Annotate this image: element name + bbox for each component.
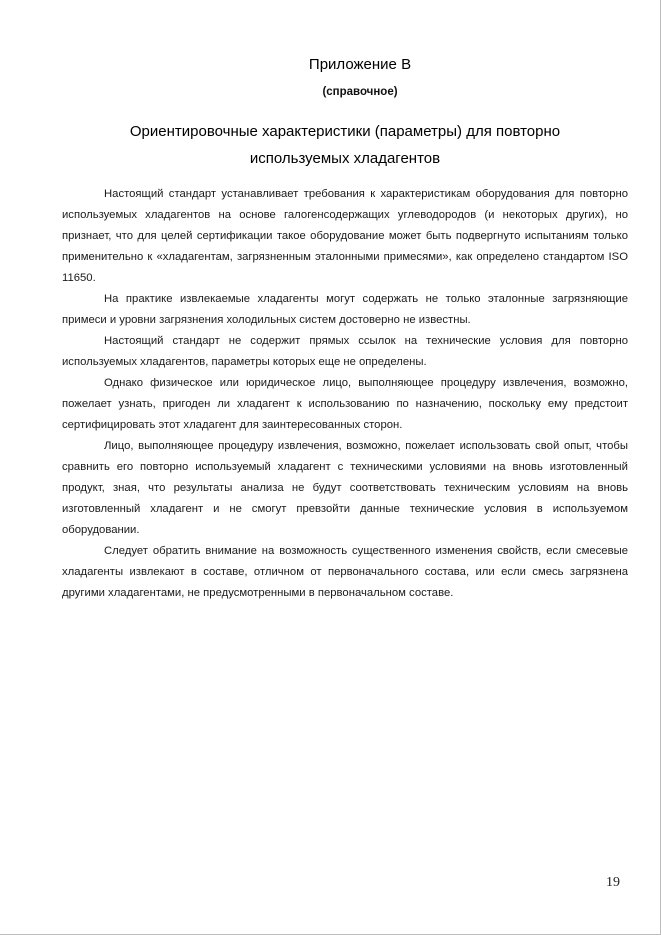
paragraph: Настоящий стандарт не содержит прямых ссылок на технические условия для повторно используемых хладагентов, параметры которых еще не определены. [62,335,628,368]
paragraph: Однако физическое или юридическое лицо, выполняющее процедуру извлечения, возможно, пожелает узнать, пригоден ли хладагент к использованию по назначению, поскольку ему предстоит сертифицировать этот хладагент для заинтересованных сторон. [62,377,628,431]
annex-title: Приложение В [308,56,412,73]
annex-kind: (справочное) [322,86,398,98]
paragraph: Настоящий стандарт устанавливает требования к характеристикам оборудования для повторно используемых хладагентов на основе галогенсодержащих углеводородов (и некоторых других), но признает, что для целей сертификации такое оборудование может быть подвергнуто испытаниям только применительно к «хладагентам, загрязненным эталонными примесями», как определено стандартом ISO 11650. [62,188,628,284]
paragraph: Следует обратить внимание на возможность существенного изменения свойств, если смесевые хладагенты извлекают в составе, отличном от первоначального состава, или если смесь загрязнена другими хладагентами, не предусмотренными в первоначальном составе. [62,545,628,599]
body-text [62,184,628,604]
section-heading: Ориентировочные характеристики (параметры) для повторно используемых хладагентов [129,123,561,167]
page-number: 19 [606,875,620,890]
paragraph: На практике извлекаемые хладагенты могут содержать не только эталонные загрязняющие примеси и уровни загрязнения холодильных систем достоверно не известны. [62,293,628,326]
paragraph: Лицо, выполняющее процедуру извлечения, возможно, пожелает использовать свой опыт, чтобы сравнить его повторно используемый хладагент с техническими условиями на вновь изготовленный продукт, зная, что результаты анализа не будут соответствовать техническим условиям на вновь изготовленный хладагент и не смогут превзойти данные технические условия в используемом оборудовании. [62,440,628,536]
